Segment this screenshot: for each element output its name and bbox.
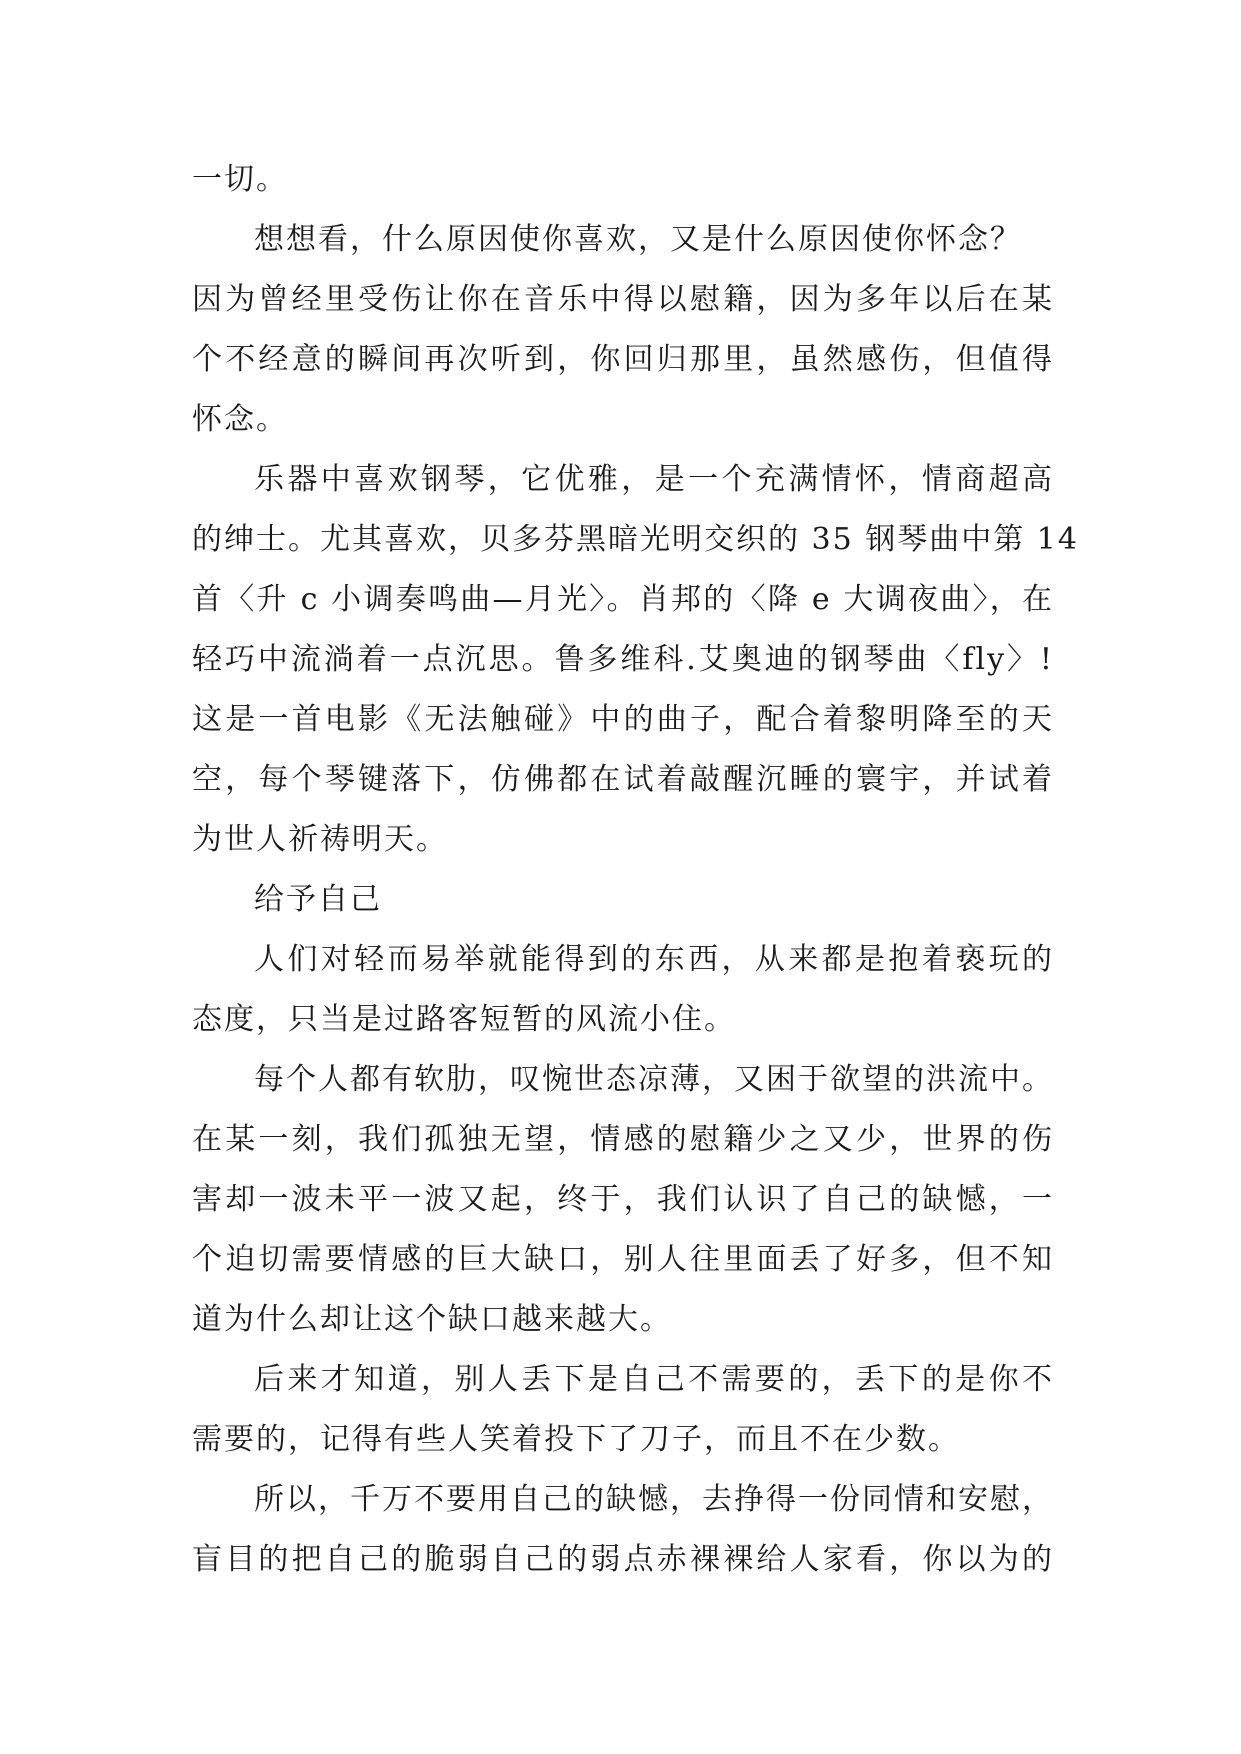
paragraph-start-line: 乐器中喜欢钢琴，它优雅，是一个充满情怀，情商超高	[254, 462, 1054, 497]
paragraph-start-line: 人们对轻而易举就能得到的东西，从来都是抱着亵玩的	[254, 942, 1054, 977]
paragraph-start-line: 想想看，什么原因使你喜欢，又是什么原因使你怀念？	[254, 222, 1022, 257]
text-line: 个迫切需要情感的巨大缺口，别人往里面丢了好多，但不知	[192, 1242, 1054, 1277]
text-line: 一切。	[192, 162, 288, 197]
text-line: 首〈升 c 小调奏鸣曲—月光〉。肖邦的〈降 e 大调夜曲〉，在	[192, 582, 1054, 617]
text-line: 轻巧中流淌着一点沉思。鲁多维科.艾奥迪的钢琴曲〈fly〉!	[192, 642, 1054, 677]
section-heading: 给予自己	[254, 882, 382, 917]
text-line: 因为曾经里受伤让你在音乐中得以慰籍，因为多年以后在某	[192, 282, 1054, 317]
text-line: 道为什么却让这个缺口越来越大。	[192, 1302, 672, 1337]
paragraph-start-line: 所以，千万不要用自己的缺憾，去挣得一份同情和安慰，	[254, 1482, 1054, 1517]
text-line: 的绅士。尤其喜欢，贝多芬黑暗光明交织的 35 钢琴曲中第 14	[192, 522, 1079, 557]
text-line: 个不经意的瞬间再次听到，你回归那里，虽然感伤，但值得	[192, 342, 1054, 377]
text-line: 这是一首电影《无法触碰》中的曲子，配合着黎明降至的天	[192, 702, 1054, 737]
text-line: 为世人祈祷明天。	[192, 822, 448, 857]
text-line: 怀念。	[192, 402, 288, 437]
paragraph-start-line: 每个人都有软肋，叹惋世态凉薄，又困于欲望的洪流中。	[254, 1062, 1054, 1097]
text-line: 空，每个琴键落下，仿佛都在试着敲醒沉睡的寰宇，并试着	[192, 762, 1054, 797]
text-line: 态度，只当是过路客短暂的风流小住。	[192, 1002, 736, 1037]
paragraph-start-line: 后来才知道，别人丢下是自己不需要的，丢下的是你不	[254, 1362, 1054, 1397]
text-line: 害却一波未平一波又起，终于，我们认识了自己的缺憾，一	[192, 1182, 1054, 1217]
text-line: 盲目的把自己的脆弱自己的弱点赤裸裸给人家看，你以为的	[192, 1542, 1054, 1577]
document-page	[192, 150, 1079, 1590]
text-line: 在某一刻，我们孤独无望，情感的慰籍少之又少，世界的伤	[192, 1122, 1054, 1157]
text-line: 需要的，记得有些人笑着投下了刀子，而且不在少数。	[192, 1422, 960, 1457]
